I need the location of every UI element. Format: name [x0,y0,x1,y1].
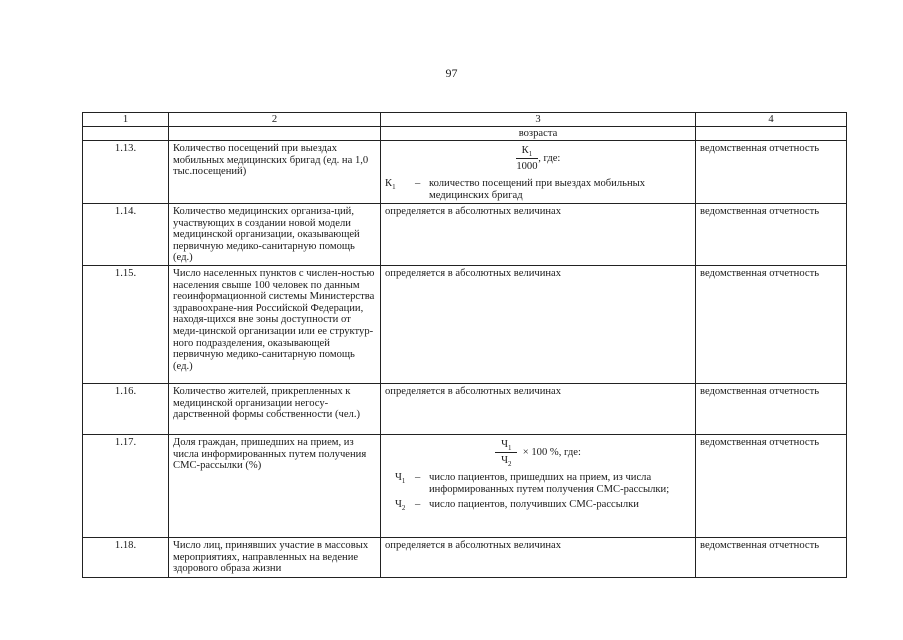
header-col-1: 1 [83,113,169,127]
data-source: ведомственная отчетность [696,383,847,434]
indicator-description: Число населенных пунктов с числен-ностью населения свыше 100 человек по данным геоинформационной системы Министерства здравоохране-ния Российской Федерации, находя-щихся вне зоны доступности от меди-цинской организации или ее структур-ного подразделения, оказывающей первичную медико-санитарную помощь (ед.) [169,265,381,383]
table-row [83,204,847,266]
calculation-method [381,434,696,537]
data-source: ведомственная отчетность [696,434,847,537]
page-number: 97 [445,66,458,80]
formula-legend-item: $Ч_2$ – число пациентов, получивших СМС-рассылки [395,499,639,513]
data-source: ведомственная отчетность [696,265,847,383]
formula-legend-item: $К_1$ – количество посещений при выездах мобильных медицинских бригад [385,178,646,201]
header-col-2: 2 [169,113,381,127]
calculation-method: определяется в абсолютных величинах [381,383,696,434]
table-row [83,383,847,434]
header-col-3: 3 [381,113,696,127]
indicator-description: Количество медицинских организа-ций, участвующих в создании новой модели медицинской организации, оказывающей первичную медико-санитарную помощь (ед.) [169,204,381,266]
table-row [83,141,847,204]
indicator-description: Количество посещений при выездах мобильных медицинских бригад (ед. на 1,0 тыс.посещений) [169,141,381,204]
indicator-description: Доля граждан, пришедших на прием, из числа информированных путем получения СМС-рассылки (%) [169,434,381,537]
table-row [83,537,847,577]
calculation-method: определяется в абсолютных величинах [381,204,696,266]
row-number: 1.15. [83,265,169,383]
indicator-description: Число лиц, принявших участие в массовых мероприятиях, направленных на ведение здорового образа жизни [169,537,381,577]
table-header-row [83,113,847,127]
calculation-method [381,141,696,204]
formula-legend-item: $Ч_1$ – число пациентов, пришедших на прием, из числа информированных путем получения СМС-рассылки; [395,472,670,495]
row-number: 1.17. [83,434,169,537]
formula: $\frac{Ч_1}{Ч_2}$ × 100 %, где: [385,439,691,466]
table-row [83,265,847,383]
header-col-4: 4 [696,113,847,127]
data-source: ведомственная отчетность [696,537,847,577]
row-number: 1.18. [83,537,169,577]
formula: $\frac{К_1}{1000}$ , где: [516,145,561,172]
continuation-row [83,127,847,141]
continuation-text: возраста [381,127,696,141]
indicator-description: Количество жителей, прикрепленных к медицинской организации негосу-дарственной формы собственности (чел.) [169,383,381,434]
data-source: ведомственная отчетность [696,141,847,204]
data-source: ведомственная отчетность [696,204,847,266]
row-number: 1.13. [83,141,169,204]
indicators-table [82,112,847,578]
calculation-method: определяется в абсолютных величинах [381,265,696,383]
row-number: 1.16. [83,383,169,434]
calculation-method: определяется в абсолютных величинах [381,537,696,577]
row-number: 1.14. [83,204,169,266]
table-row [83,434,847,537]
